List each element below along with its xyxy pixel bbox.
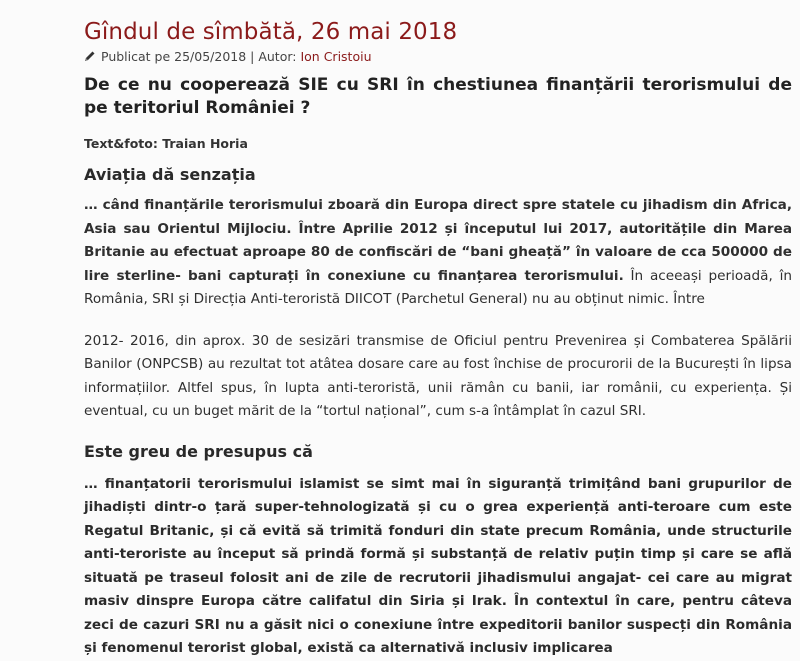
article-title[interactable]: Gîndul de sîmbătă, 26 mai 2018 xyxy=(84,19,458,45)
section-heading-greu: Este greu de presupus că xyxy=(84,441,313,461)
paragraph-lead-2: … finanțatorii terorismului islamist se simt mai în siguranță trimițând bani grupurilor de jihadiști dintr-o țară super-tehnologizată și cu o grea experiență anti-teroare cum este Regatul Britanic, și că evită să trimită fonduri din state precum România, unde structurile anti-teroriste au început să prindă formă și substanță de relativ puțin timp și care se află situată pe traseul folosit ani de zile de recrutorii jihadismului angajat- cei care au migrat masiv dinspre Europa către califatul din Siria și Irak. În contextul în care, pentru câteva zeci de cazuri SRI nu a găsit nici o conexiune între expeditorii banilor suspecți din România și fenomenul terorist global, există ca alternativă inclusiv implicarea xyxy=(84,475,792,656)
paragraph-body-1: 2012- 2016, din aprox. 30 de sesizări transmise de Oficiul pentru Prevenirea și Combaterea Spălării Banilor (ONPCSB) au rezultat tot atâtea dosare care au fost închise de procurorii de la București în lipsa informațiilor. Altfel spus, în lupta anti-teroristă, unii rămân cu banii, iar românii, cu experiența. Și eventual, cu un buget mărit de la “tortul național”, cum s-a întâmplat în cazul SRI. xyxy=(84,332,792,419)
pencil-icon xyxy=(84,50,96,62)
published-text: Publicat pe 25/05/2018 | Autor: xyxy=(101,49,301,64)
article-headline: De ce nu cooperează SIE cu SRI în chestiunea finanțării terorismului de pe teritoriul României ? xyxy=(84,75,792,118)
paragraph-lead-1 xyxy=(84,194,792,312)
article xyxy=(84,0,792,661)
author-link[interactable]: Ion Cristoiu xyxy=(300,49,372,64)
section-heading-aviatia: Aviația dă senzația xyxy=(84,165,256,184)
lead-regular-text: În aceeași perioadă, în România, SRI și Direcția Anti-teroristă DIICOT (Parchetul General) nu au obținut nimic. Între xyxy=(84,267,792,307)
article-credits: Text&foto: Traian Horia xyxy=(84,136,248,151)
lead-bold-text: … când finanțările terorismului zboară din Europa direct spre statele cu jihadism din Africa, Asia sau Orientul Mijlociu. Între Aprilie 2012 și începutul lui 2017, autoritățile din Marea Britanie au efectuat aproape 80 de confiscări de “bani gheață” în valoare de cca 500000 de lire sterline- bani capturați în conexiune cu finanțarea terorismului. xyxy=(84,197,792,284)
article-meta xyxy=(84,48,792,66)
